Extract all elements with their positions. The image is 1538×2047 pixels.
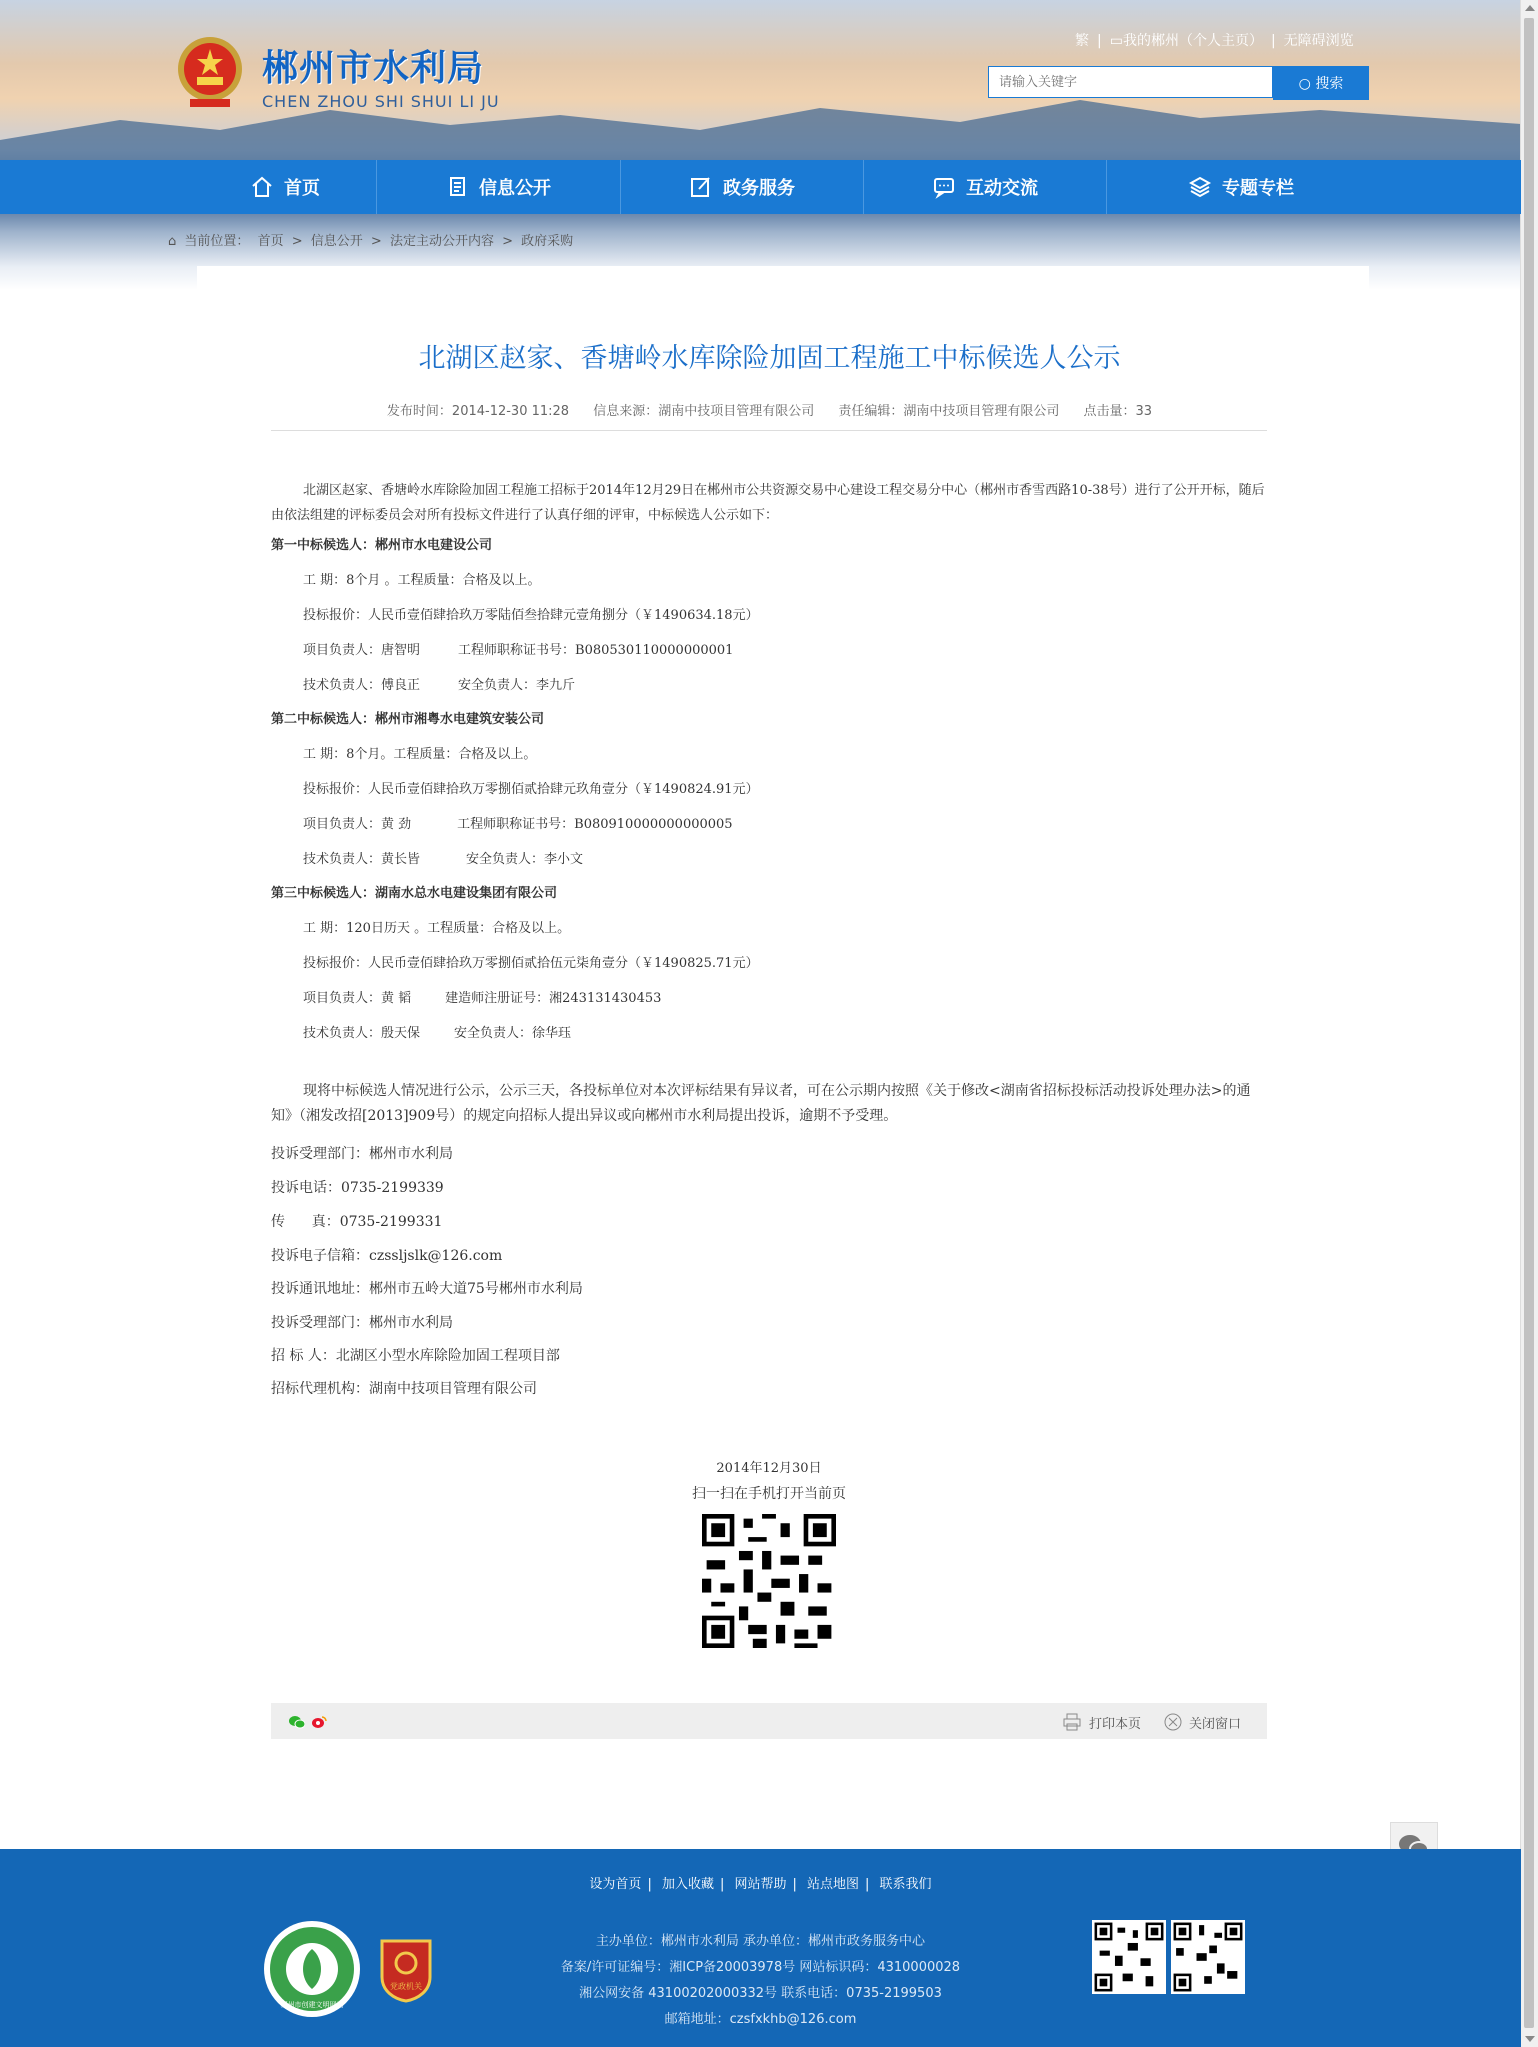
candidate-heading: 第三中标候选人：湖南水总水电建设集团有限公司 bbox=[271, 886, 558, 901]
candidate-cert: 建造师注册证号：湘243131430453 bbox=[445, 991, 662, 1006]
footer-links: 设为首页 | 加入收藏 | 网站帮助 | 站点地图 | 联系我们 bbox=[589, 1877, 932, 1892]
contact-line: 招标代理机构：湖南中技项目管理有限公司 bbox=[271, 1381, 537, 1397]
separator: | bbox=[1270, 33, 1276, 49]
breadcrumb-info[interactable]: 信息公开 bbox=[310, 234, 363, 249]
nav-item-label: 专题专栏 bbox=[1222, 178, 1294, 199]
candidate-period: 工 期：120日历天 。工程质量：合格及以上。 bbox=[303, 921, 571, 936]
nav-item-home[interactable] bbox=[195, 160, 375, 214]
candidate-heading: 第二中标候选人：郴州市湘粤水电建筑安装公司 bbox=[271, 712, 545, 727]
candidate-cert: 工程师职称证书号：B080530110000000001 bbox=[458, 643, 734, 658]
footer-link-help[interactable]: 网站帮助 bbox=[734, 1877, 787, 1892]
candidate-manager-row bbox=[271, 639, 733, 658]
footer-qr-code-icon bbox=[1092, 1920, 1166, 1994]
candidate-safety: 安全负责人：李小文 bbox=[466, 852, 584, 867]
candidate-manager: 项目负责人：唐智明 bbox=[303, 643, 421, 658]
breadcrumb-statutory[interactable]: 法定主动公开内容 bbox=[389, 234, 494, 249]
breadcrumb-separator: > bbox=[502, 234, 514, 249]
chat-icon bbox=[932, 175, 956, 199]
footer-police-record: 湘公网安备 43100202000332号 联系电话：0735-2199503 bbox=[579, 1986, 942, 2001]
site-title[interactable]: 郴州市水利局 bbox=[262, 48, 485, 89]
contact-line: 投诉通讯地址：郴州市五岭大道75号郴州市水利局 bbox=[271, 1281, 583, 1297]
home-icon: ⌂ bbox=[168, 234, 177, 249]
scroll-up-icon[interactable] bbox=[1525, 5, 1535, 11]
contact-line: 投诉受理部门：郴州市水利局 bbox=[271, 1315, 453, 1331]
monitor-icon: ▭ bbox=[1109, 33, 1123, 49]
edit-icon bbox=[689, 175, 713, 199]
document-icon bbox=[445, 175, 469, 199]
contact-line: 投诉电话：0735-2199339 bbox=[271, 1180, 444, 1196]
scrollbar-thumb[interactable] bbox=[1524, 18, 1534, 2028]
national-emblem-icon bbox=[175, 33, 245, 111]
nav-item-info[interactable] bbox=[377, 160, 619, 214]
contact-line: 投诉受理部门：郴州市水利局 bbox=[271, 1146, 453, 1162]
click-count: 点击量：33 bbox=[1083, 404, 1153, 419]
close-window-button[interactable]: 关闭窗口 bbox=[1189, 1717, 1242, 1732]
candidate-tech-row bbox=[271, 674, 575, 693]
breadcrumb-separator: > bbox=[370, 234, 382, 249]
nav-item-label: 首页 bbox=[284, 178, 320, 199]
footer-icp: 备案/许可证编号：湘ICP备20003978号 网站标识码：4310000028 bbox=[560, 1960, 961, 1975]
contact-line: 传 真：0735-2199331 bbox=[271, 1214, 443, 1230]
footer-info bbox=[0, 1929, 1521, 2033]
candidate-tech: 技术负责人：傅良正 bbox=[303, 678, 421, 693]
intro-paragraph: 北湖区赵家、香塘岭水库除险加固工程施工招标于2014年12月29日在郴州市公共资源交易中心建设工程交易分中心（郴州市香雪西路10-38号）进行了公开开标，随后由依法组建的评标委员会对所有投标文件进行了认真仔细的评审，中标候选人公示如下： bbox=[271, 483, 1265, 523]
date-signature: 2014年12月30日 bbox=[716, 1461, 822, 1476]
footer-link-sitemap[interactable]: 站点地图 bbox=[807, 1877, 860, 1892]
close-icon[interactable] bbox=[1163, 1712, 1183, 1732]
footer-email: 邮箱地址：czsfxkhb@126.com bbox=[664, 2012, 857, 2027]
notice-paragraph: 现将中标候选人情况进行公示，公示三天，各投标单位对本次评标结果有异议者，可在公示期内按照《关于修改<湖南省招标投标活动投诉处理办法>的通知》（湘发改招[2013]909号）的规定向招标人提出异议或向郴州市水利局提出投诉，逾期不予受理。 bbox=[271, 1083, 1251, 1124]
candidate-price: 投标报价：人民币壹佰肆拾玖万零捌佰贰拾肆元玖角壹分（￥1490824.91元） bbox=[303, 782, 759, 797]
party-badge-text: 党政机关 bbox=[390, 1982, 422, 1991]
footer-qr-code-icon bbox=[1171, 1920, 1245, 1994]
search-button-label: 搜索 bbox=[1315, 76, 1344, 92]
site-subtitle: CHEN ZHOU SHI SHUI LI JU bbox=[262, 92, 500, 111]
vertical-scrollbar[interactable] bbox=[1520, 0, 1538, 2047]
search-icon: ○ bbox=[1298, 76, 1316, 92]
candidate-tech: 技术负责人：黄长皆 bbox=[303, 852, 421, 867]
top-links bbox=[1075, 30, 1354, 50]
search-input[interactable] bbox=[988, 66, 1273, 98]
candidate-price: 投标报价：人民币壹佰肆拾玖万零陆佰叁拾肆元壹角捌分（￥1490634.18元） bbox=[303, 608, 759, 623]
candidate-tech: 技术负责人：殷天保 bbox=[303, 1026, 421, 1041]
divider bbox=[271, 430, 1267, 431]
article-title: 北湖区赵家、香塘岭水库除险加固工程施工中标候选人公示 bbox=[418, 343, 1121, 374]
footer bbox=[0, 1849, 1521, 2047]
scroll-down-icon[interactable] bbox=[1525, 2036, 1535, 2042]
party-government-badge-icon[interactable] bbox=[378, 1937, 434, 2003]
breadcrumb-separator: > bbox=[291, 234, 303, 249]
print-icon[interactable] bbox=[1062, 1712, 1082, 1732]
candidate-manager-row bbox=[271, 987, 661, 1006]
candidate-period: 工 期：8个月。工程质量：合格及以上。 bbox=[303, 747, 537, 762]
candidate-price: 投标报价：人民币壹佰肆拾玖万零捌佰贰拾伍元柒角壹分（￥1490825.71元） bbox=[303, 956, 759, 971]
accessibility-link[interactable]: 无障碍浏览 bbox=[1283, 33, 1354, 49]
breadcrumb-home[interactable]: 首页 bbox=[257, 234, 284, 249]
nav-item-label: 政务服务 bbox=[723, 178, 795, 199]
footer-link-favorite[interactable]: 加入收藏 bbox=[661, 1877, 714, 1892]
wechat-icon[interactable] bbox=[289, 1715, 305, 1729]
content-area bbox=[197, 266, 1369, 1736]
my-chenzhou-link[interactable]: 我的郴州（个人主页） bbox=[1122, 33, 1263, 49]
civilized-badge-text: 郴州市创建文明网站 bbox=[280, 2001, 344, 2009]
candidate-safety: 安全负责人：李九斤 bbox=[458, 678, 576, 693]
candidate-tech-row bbox=[271, 1022, 571, 1041]
weibo-icon[interactable] bbox=[311, 1715, 327, 1729]
search-button[interactable] bbox=[1273, 66, 1369, 100]
candidate-safety: 安全负责人：徐华珏 bbox=[454, 1026, 572, 1041]
candidate-period: 工 期：8个月 。工程质量：合格及以上。 bbox=[303, 573, 541, 588]
footer-link-contact[interactable]: 联系我们 bbox=[879, 1877, 932, 1892]
traditional-chinese-link[interactable]: 繁 bbox=[1075, 33, 1089, 49]
home-icon bbox=[250, 175, 274, 199]
breadcrumb-prefix: 当前位置： bbox=[184, 234, 250, 249]
contact-line: 投诉电子信箱：czssljslk@126.com bbox=[271, 1248, 503, 1264]
candidate-manager: 项目负责人：黄 韬 bbox=[303, 991, 412, 1006]
nav-item-services[interactable] bbox=[621, 160, 863, 214]
nav-item-label: 互动交流 bbox=[966, 178, 1038, 199]
nav-item-interaction[interactable] bbox=[864, 160, 1106, 214]
nav-item-label: 信息公开 bbox=[479, 178, 551, 199]
candidate-manager: 项目负责人：黄 劲 bbox=[303, 817, 412, 832]
candidate-cert: 工程师职称证书号：B080910000000000005 bbox=[457, 817, 733, 832]
candidate-tech-row bbox=[271, 848, 583, 867]
breadcrumb-procurement[interactable]: 政府采购 bbox=[521, 234, 574, 249]
main-nav bbox=[0, 160, 1521, 214]
contact-line: 招 标 人：北湖区小型水库除险加固工程项目部 bbox=[271, 1348, 560, 1364]
footer-organizer: 主办单位：郴州市水利局 承办单位：郴州市政务服务中心 bbox=[595, 1934, 926, 1949]
responsible-editor: 责任编辑：湖南中技项目管理有限公司 bbox=[838, 404, 1060, 419]
search-box bbox=[988, 66, 1369, 100]
publish-date: 发布时间：2014-12-30 11:28 bbox=[386, 404, 570, 419]
layers-icon bbox=[1188, 175, 1212, 199]
candidate-heading: 第一中标候选人：郴州市水电建设公司 bbox=[271, 538, 493, 553]
article-meta bbox=[197, 400, 1342, 419]
breadcrumb bbox=[168, 230, 577, 249]
footer-link-homepage[interactable]: 设为首页 bbox=[589, 1877, 642, 1892]
civilized-website-badge-icon[interactable] bbox=[262, 1919, 362, 2019]
qr-caption: 扫一扫在手机打开当前页 bbox=[692, 1486, 846, 1502]
nav-item-topics[interactable] bbox=[1107, 160, 1375, 214]
candidate-manager-row bbox=[271, 813, 733, 832]
separator: | bbox=[1097, 33, 1102, 49]
share-toolbar bbox=[271, 1703, 1267, 1739]
qr-code-icon bbox=[702, 1514, 836, 1648]
info-source: 信息来源：湖南中技项目管理有限公司 bbox=[593, 404, 815, 419]
print-button[interactable]: 打印本页 bbox=[1089, 1717, 1142, 1732]
